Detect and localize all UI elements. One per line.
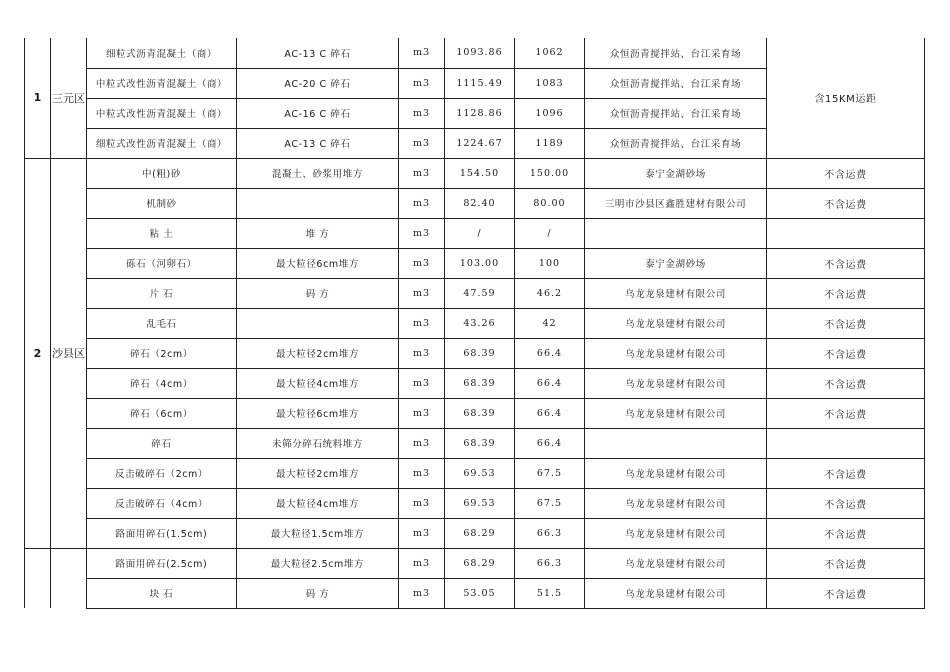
price-tax-cell: 1115.49 <box>445 68 515 98</box>
unit-cell: m3 <box>399 548 445 578</box>
supplier-cell: 乌龙龙泉建材有限公司 <box>585 308 767 338</box>
material-name-cell: 中粒式改性沥青混凝土（商） <box>87 68 237 98</box>
remark-cell <box>767 428 925 458</box>
material-name-cell: 碎石（2cm） <box>87 338 237 368</box>
table-row <box>25 458 925 488</box>
table-row <box>25 308 925 338</box>
price-cell: 100 <box>515 248 585 278</box>
supplier-cell: 众恒沥青搅拌站、台江采育场 <box>585 68 767 98</box>
unit-cell: m3 <box>399 338 445 368</box>
unit-cell: m3 <box>399 278 445 308</box>
table-row <box>25 158 925 188</box>
price-cell: 150.00 <box>515 158 585 188</box>
spec-cell: 最大粒径4cm堆方 <box>237 488 399 518</box>
unit-cell: m3 <box>399 158 445 188</box>
group-index-cell: 2 <box>25 158 51 548</box>
price-cell: 67.5 <box>515 488 585 518</box>
material-name-cell: 中粒式改性沥青混凝土（商） <box>87 98 237 128</box>
material-name-cell: 路面用碎石(2.5cm) <box>87 548 237 578</box>
supplier-cell: 泰宁金湖砂场 <box>585 158 767 188</box>
spec-cell <box>237 308 399 338</box>
price-cell: 51.5 <box>515 578 585 608</box>
supplier-cell: 乌龙龙泉建材有限公司 <box>585 398 767 428</box>
price-tax-cell: 82.40 <box>445 188 515 218</box>
remark-cell: 不含运费 <box>767 278 925 308</box>
price-cell: 66.4 <box>515 368 585 398</box>
price-cell: 66.3 <box>515 548 585 578</box>
spec-cell: 最大粒径2cm堆方 <box>237 458 399 488</box>
table-row <box>25 428 925 458</box>
supplier-cell: 乌龙龙泉建材有限公司 <box>585 338 767 368</box>
supplier-cell <box>585 218 767 248</box>
remark-cell: 不含运费 <box>767 518 925 548</box>
group-index-cell: 1 <box>25 38 51 158</box>
table-body <box>25 38 925 608</box>
spec-cell: AC-16 C 碎石 <box>237 98 399 128</box>
price-tax-cell: 154.50 <box>445 158 515 188</box>
spec-cell: 码 方 <box>237 278 399 308</box>
remark-cell: 不含运费 <box>767 578 925 608</box>
spec-cell: 码 方 <box>237 578 399 608</box>
unit-cell: m3 <box>399 368 445 398</box>
material-name-cell: 机制砂 <box>87 188 237 218</box>
unit-cell: m3 <box>399 398 445 428</box>
remark-cell: 不含运费 <box>767 158 925 188</box>
remark-cell: 不含运费 <box>767 398 925 428</box>
price-cell: 66.4 <box>515 428 585 458</box>
material-name-cell: 碎石（6cm） <box>87 398 237 428</box>
unit-cell: m3 <box>399 218 445 248</box>
material-price-table <box>24 38 925 609</box>
unit-cell: m3 <box>399 488 445 518</box>
price-cell: 46.2 <box>515 278 585 308</box>
price-tax-cell: 68.29 <box>445 548 515 578</box>
table-row <box>25 518 925 548</box>
table-row <box>25 338 925 368</box>
material-name-cell: 片 石 <box>87 278 237 308</box>
unit-cell: m3 <box>399 578 445 608</box>
supplier-cell: 乌龙龙泉建材有限公司 <box>585 278 767 308</box>
spec-cell: 最大粒径2cm堆方 <box>237 338 399 368</box>
spec-cell: 最大粒径4cm堆方 <box>237 368 399 398</box>
supplier-cell: 泰宁金湖砂场 <box>585 248 767 278</box>
supplier-cell: 三明市沙县区鑫胜建材有限公司 <box>585 188 767 218</box>
price-tax-cell: 68.39 <box>445 428 515 458</box>
spec-cell: 混凝土、砂浆用堆方 <box>237 158 399 188</box>
supplier-cell <box>585 428 767 458</box>
price-cell: 66.4 <box>515 338 585 368</box>
unit-cell: m3 <box>399 38 445 68</box>
material-name-cell: 细粒式沥青混凝土（商） <box>87 38 237 68</box>
region-cell: 沙县区 <box>51 158 87 548</box>
supplier-cell: 众恒沥青搅拌站、台江采育场 <box>585 98 767 128</box>
price-tax-cell: 68.39 <box>445 398 515 428</box>
price-tax-cell: 68.29 <box>445 518 515 548</box>
material-name-cell: 反击破碎石（4cm） <box>87 488 237 518</box>
table-row <box>25 278 925 308</box>
unit-cell: m3 <box>399 428 445 458</box>
material-name-cell: 碎石（4cm） <box>87 368 237 398</box>
price-tax-cell: 43.26 <box>445 308 515 338</box>
region-cell <box>51 548 87 608</box>
price-tax-cell: 47.59 <box>445 278 515 308</box>
remark-cell: 含15KM运距 <box>767 38 925 158</box>
price-tax-cell: 53.05 <box>445 578 515 608</box>
price-tax-cell: 1093.86 <box>445 38 515 68</box>
price-tax-cell: 103.00 <box>445 248 515 278</box>
price-cell: 66.3 <box>515 518 585 548</box>
price-cell: / <box>515 218 585 248</box>
supplier-cell: 乌龙龙泉建材有限公司 <box>585 518 767 548</box>
spec-cell: AC-20 C 碎石 <box>237 68 399 98</box>
unit-cell: m3 <box>399 308 445 338</box>
price-tax-cell: 69.53 <box>445 458 515 488</box>
supplier-cell: 乌龙龙泉建材有限公司 <box>585 578 767 608</box>
spec-cell: 最大粒径6cm堆方 <box>237 398 399 428</box>
remark-cell: 不含运费 <box>767 248 925 278</box>
spec-cell: 最大粒径1.5cm堆方 <box>237 518 399 548</box>
table-row <box>25 578 925 608</box>
remark-cell: 不含运费 <box>767 338 925 368</box>
supplier-cell: 乌龙龙泉建材有限公司 <box>585 488 767 518</box>
price-tax-cell: 68.39 <box>445 368 515 398</box>
material-name-cell: 乱毛石 <box>87 308 237 338</box>
table-row <box>25 548 925 578</box>
table-row <box>25 188 925 218</box>
price-table-sheet <box>24 38 925 609</box>
table-row <box>25 38 925 68</box>
remark-cell <box>767 218 925 248</box>
unit-cell: m3 <box>399 518 445 548</box>
price-cell: 1189 <box>515 128 585 158</box>
material-name-cell: 中(粗)砂 <box>87 158 237 188</box>
material-name-cell: 细粒式改性沥青混凝土（商） <box>87 128 237 158</box>
spec-cell: AC-13 C 碎石 <box>237 128 399 158</box>
group-index-cell <box>25 548 51 608</box>
price-cell: 66.4 <box>515 398 585 428</box>
remark-cell: 不含运费 <box>767 308 925 338</box>
price-tax-cell: 1128.86 <box>445 98 515 128</box>
supplier-cell: 众恒沥青搅拌站、台江采育场 <box>585 38 767 68</box>
spec-cell: 最大粒径6cm堆方 <box>237 248 399 278</box>
supplier-cell: 乌龙龙泉建材有限公司 <box>585 368 767 398</box>
spec-cell <box>237 188 399 218</box>
spec-cell: AC-13 C 碎石 <box>237 38 399 68</box>
material-name-cell: 块 石 <box>87 578 237 608</box>
region-cell: 三元区 <box>51 38 87 158</box>
price-cell: 1096 <box>515 98 585 128</box>
table-row <box>25 398 925 428</box>
supplier-cell: 众恒沥青搅拌站、台江采育场 <box>585 128 767 158</box>
spec-cell: 堆 方 <box>237 218 399 248</box>
remark-cell: 不含运费 <box>767 458 925 488</box>
material-name-cell: 路面用碎石(1.5cm) <box>87 518 237 548</box>
remark-cell: 不含运费 <box>767 548 925 578</box>
price-tax-cell: 68.39 <box>445 338 515 368</box>
remark-cell: 不含运费 <box>767 368 925 398</box>
table-row <box>25 248 925 278</box>
material-name-cell: 反击破碎石（2cm） <box>87 458 237 488</box>
price-cell: 80.00 <box>515 188 585 218</box>
unit-cell: m3 <box>399 248 445 278</box>
supplier-cell: 乌龙龙泉建材有限公司 <box>585 458 767 488</box>
spec-cell: 最大粒径2.5cm堆方 <box>237 548 399 578</box>
table-row <box>25 218 925 248</box>
material-name-cell: 砾石（河卵石） <box>87 248 237 278</box>
remark-cell: 不含运费 <box>767 188 925 218</box>
unit-cell: m3 <box>399 98 445 128</box>
unit-cell: m3 <box>399 68 445 98</box>
price-tax-cell: / <box>445 218 515 248</box>
table-row <box>25 488 925 518</box>
price-tax-cell: 69.53 <box>445 488 515 518</box>
price-cell: 1083 <box>515 68 585 98</box>
price-cell: 42 <box>515 308 585 338</box>
unit-cell: m3 <box>399 188 445 218</box>
spec-cell: 未筛分碎石统料堆方 <box>237 428 399 458</box>
unit-cell: m3 <box>399 128 445 158</box>
price-tax-cell: 1224.67 <box>445 128 515 158</box>
unit-cell: m3 <box>399 458 445 488</box>
material-name-cell: 碎石 <box>87 428 237 458</box>
table-row <box>25 368 925 398</box>
supplier-cell: 乌龙龙泉建材有限公司 <box>585 548 767 578</box>
price-cell: 1062 <box>515 38 585 68</box>
material-name-cell: 粘 土 <box>87 218 237 248</box>
price-cell: 67.5 <box>515 458 585 488</box>
remark-cell: 不含运费 <box>767 488 925 518</box>
